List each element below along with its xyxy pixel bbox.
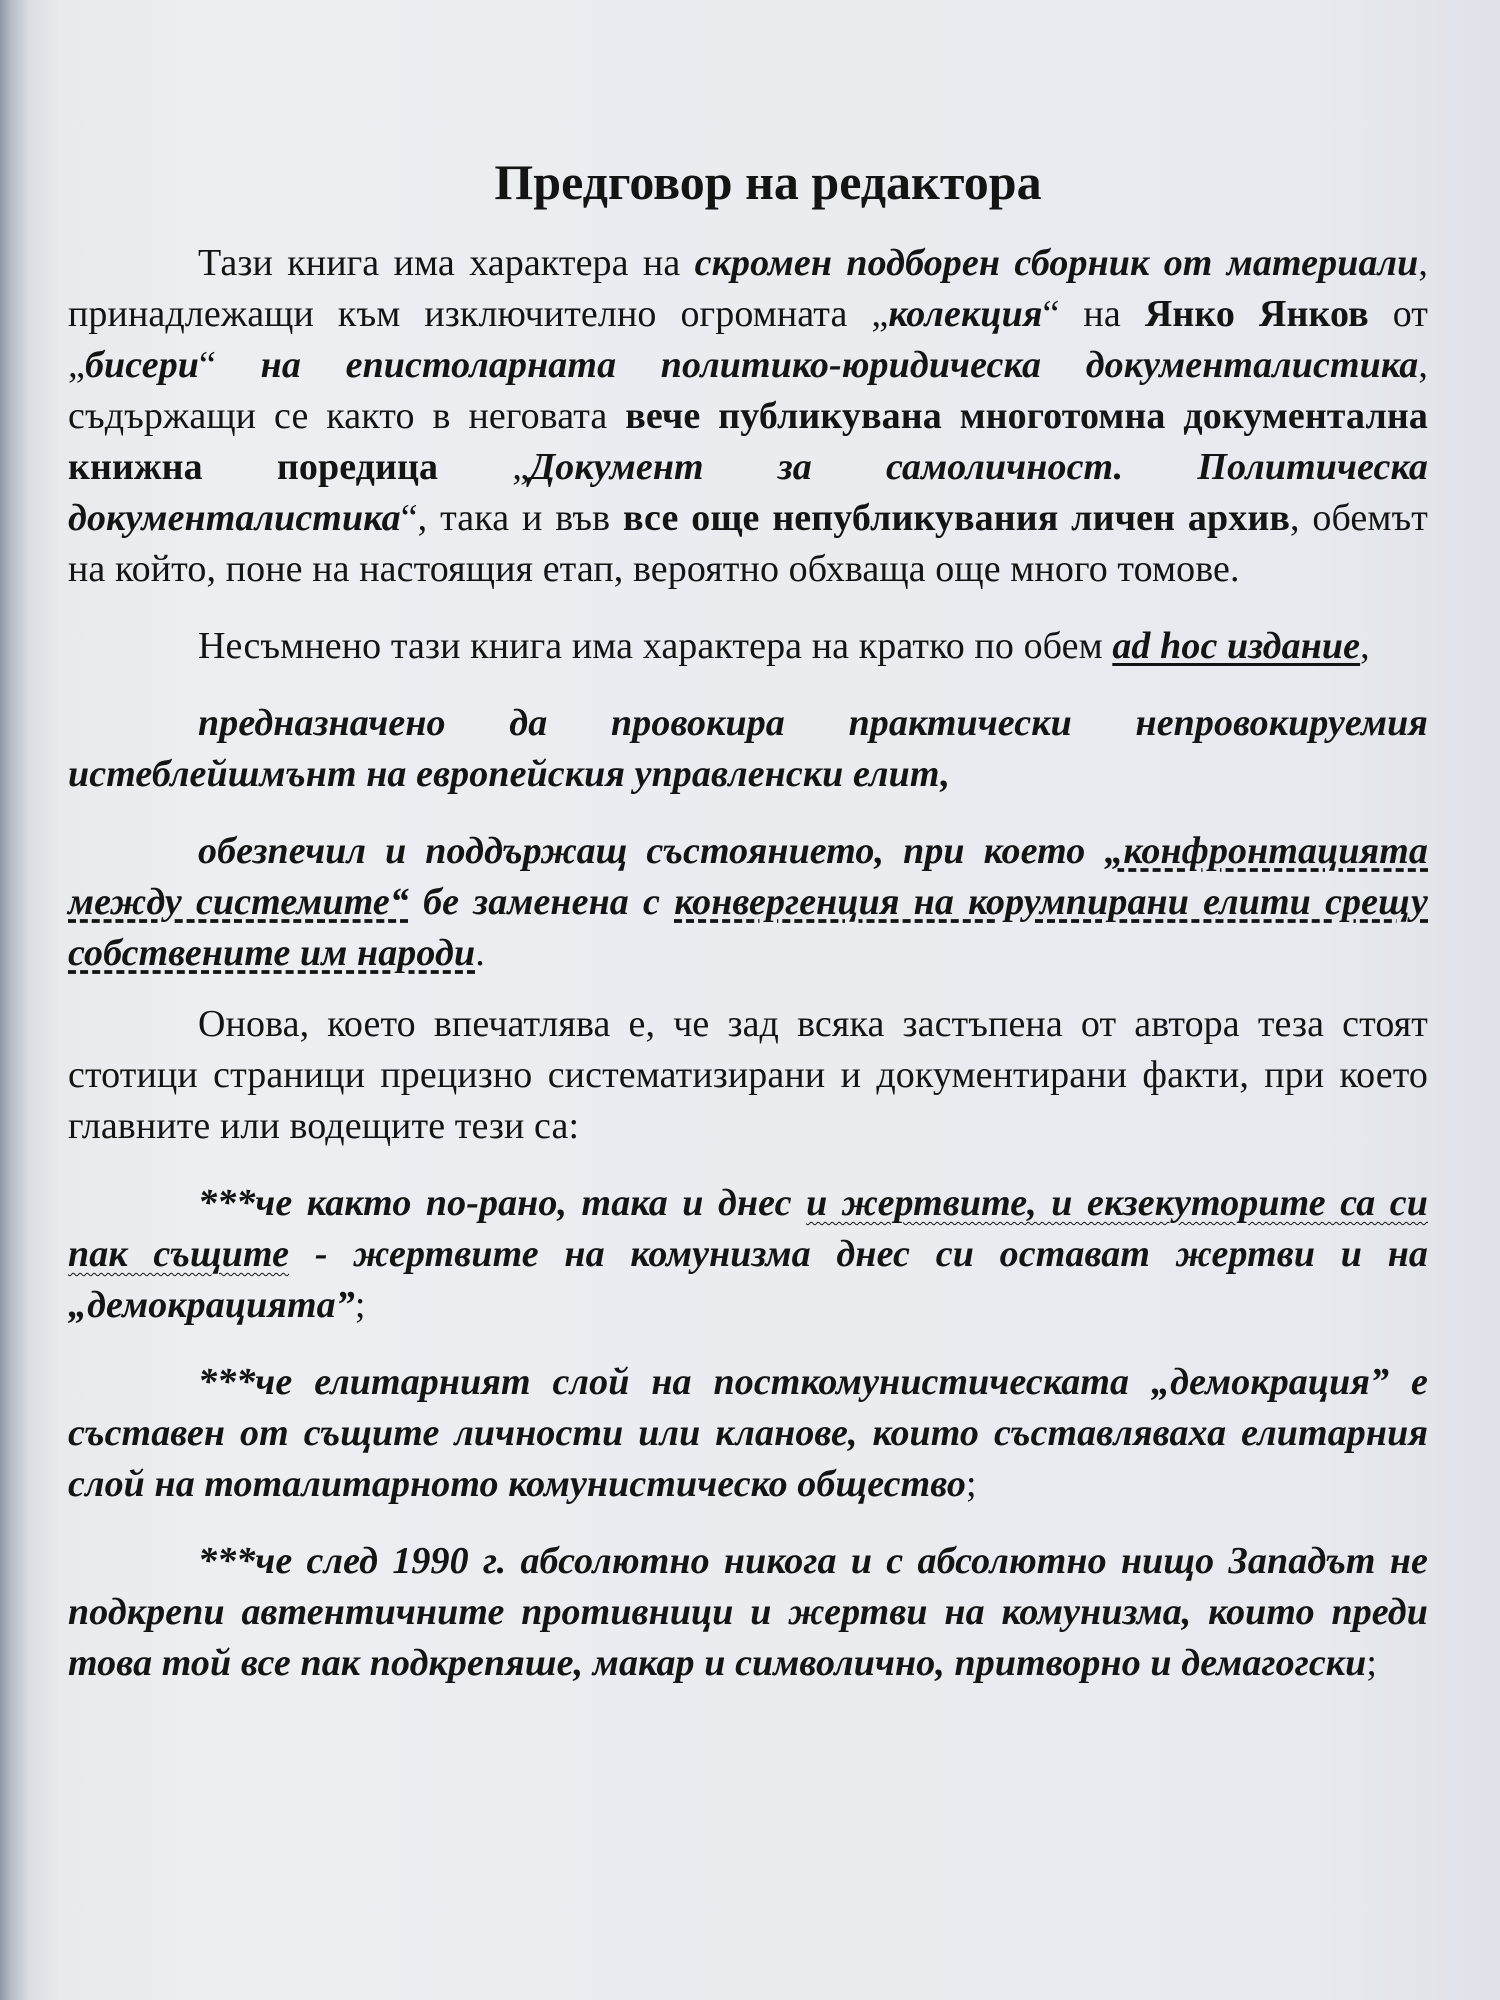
text-segment: и жертвите, и екзекуторите са си пак същите bbox=[68, 1182, 1429, 1275]
text-segment: ***че както по-рано, така и днес bbox=[198, 1182, 807, 1224]
text-segment: все още непубликувания личен архив bbox=[622, 497, 1290, 539]
text-segment: - жертвите на комунизма днес си остават жертви и на „демокрацията” bbox=[68, 1233, 1428, 1326]
text-segment: ; bbox=[354, 1284, 366, 1326]
text-segment: ad hoc издание bbox=[1112, 625, 1361, 667]
text-segment: ***че след 1990 г. абсолютно никога и с абсолютно нищо Западът не подкрепи автентичните противници и жертви на комунизма, които преди това той все пак подкрепяше, макар и символично, притворно и демагогски bbox=[68, 1540, 1428, 1684]
page-binding-shadow bbox=[0, 0, 28, 2000]
text-segment: Тази книга има характера на bbox=[198, 242, 695, 284]
text-segment: . bbox=[475, 932, 485, 974]
paragraph-intro bbox=[68, 238, 1428, 595]
paragraph-adhoc bbox=[68, 621, 1428, 672]
preface-content bbox=[68, 152, 1428, 1689]
paragraph-convergence bbox=[68, 826, 1428, 979]
paragraph-impress bbox=[68, 999, 1428, 1152]
text-segment: ; bbox=[965, 1463, 977, 1505]
text-segment: предназначено да провокира практически непровокируемия истеблейшмънт на европейския управленски елит, bbox=[68, 702, 1428, 795]
text-segment: колекция bbox=[888, 293, 1043, 335]
text-segment: , принадлежащи към изключително огромната „ bbox=[68, 242, 1428, 335]
text-segment: Несъмнено тази книга има характера на кратко по обем bbox=[198, 625, 1113, 667]
text-segment: бисери bbox=[84, 344, 200, 386]
text-segment: Документ за самоличност. Политическа документалистика bbox=[68, 446, 1428, 539]
paragraph-thesis-1 bbox=[68, 1178, 1428, 1331]
text-segment: “, така и във bbox=[400, 497, 623, 539]
text-segment: ***че елитарният слой на посткомунистическата „демокрация” е съставен от същите личности или кланове, които съставляваха елитарния слой на тоталитарното комунистическо общество bbox=[68, 1361, 1428, 1505]
text-segment: “ bbox=[199, 344, 261, 386]
preface-title: Предговор на редактора bbox=[494, 154, 1042, 210]
text-segment: „конфронтацията между системите“ bbox=[68, 830, 1428, 923]
text-segment: “ на bbox=[1042, 293, 1145, 335]
paragraph-thesis-3 bbox=[68, 1536, 1428, 1689]
text-segment: бе заменена с bbox=[408, 881, 675, 923]
text-segment: от „ bbox=[68, 293, 1428, 386]
text-segment: конвергенция на корумпирани елити срещу собствените им народи bbox=[68, 881, 1428, 974]
text-segment: на епистоларната политико-юридическа документалистика bbox=[260, 344, 1419, 386]
paragraph-thesis-2 bbox=[68, 1357, 1428, 1510]
text-segment: обезпечил и поддържащ състоянието, при което bbox=[198, 830, 1105, 872]
text-segment: , bbox=[1360, 625, 1370, 667]
text-segment: Онова, което впечатлява е, че зад всяка застъпена от автора теза стоят стотици страници прецизно систематизирани и документирани факти, при което главните или водещите тези са: bbox=[68, 1003, 1428, 1147]
text-segment: , обемът на който, поне на настоящия етап, вероятно обхваща още много томове. bbox=[68, 497, 1428, 590]
text-segment: скромен подборен сборник от материали bbox=[694, 242, 1419, 284]
text-segment: , съдържащи се както в неговата bbox=[68, 344, 1428, 437]
text-segment: вече публикувана многотомна документална книжна поредица bbox=[68, 395, 1428, 488]
paragraph-provoke bbox=[68, 698, 1428, 800]
text-segment: „ bbox=[438, 446, 530, 488]
text-segment: Янко Янков bbox=[1144, 293, 1369, 335]
text-segment: ; bbox=[1366, 1642, 1378, 1684]
